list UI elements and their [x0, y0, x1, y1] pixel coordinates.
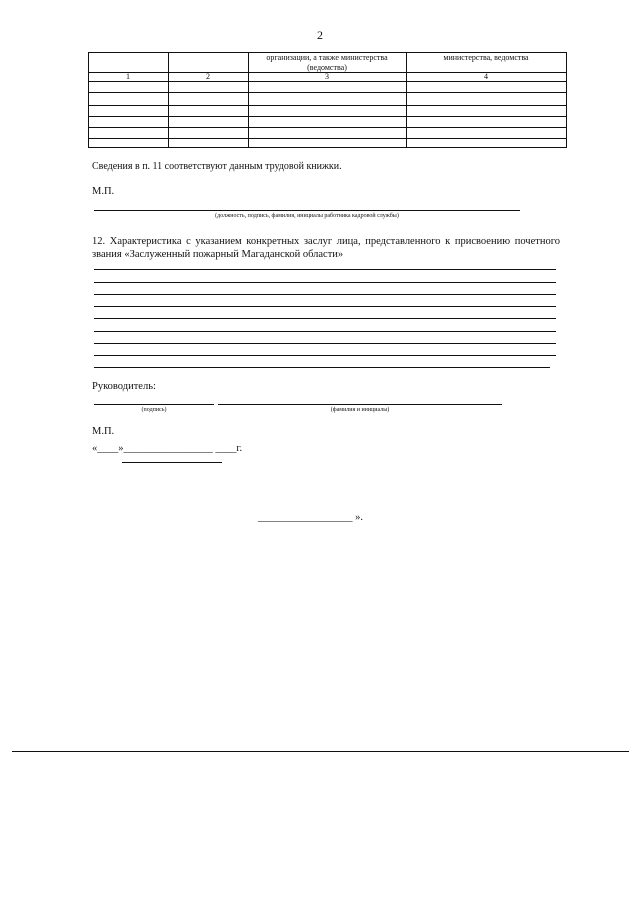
table-col-number-4: 4 — [484, 72, 488, 81]
write-line — [94, 343, 556, 344]
table-header-col4: министерства, ведомства — [443, 53, 529, 62]
table-col-number-2: 2 — [206, 72, 210, 81]
write-line — [94, 306, 556, 307]
page-number: 2 — [317, 28, 323, 42]
hr-signature-line — [94, 210, 520, 211]
head-label: Руководитель: — [92, 381, 156, 392]
write-line — [94, 331, 556, 332]
hr-signature-caption: (должность, подпись, фамилия, инициалы работника кадровой службы) — [215, 213, 399, 219]
write-line — [94, 282, 556, 283]
write-line — [94, 294, 556, 295]
table-col-number-1: 1 — [126, 72, 130, 81]
stamp-place-1: М.П. — [92, 186, 115, 197]
write-line — [94, 318, 556, 319]
page-bottom-rule — [12, 751, 629, 752]
write-line — [94, 355, 556, 356]
table-header-col3: организации, а также министерства (ведомства) — [266, 53, 388, 72]
head-name-caption: (фамилия и инициалы) — [330, 407, 390, 413]
head-signature-caption: (подпись) — [141, 407, 167, 413]
date-field: «____»_________________ ____г. — [92, 443, 243, 454]
table-col-number-3: 3 — [325, 72, 329, 81]
write-line — [94, 367, 550, 368]
date-underline — [122, 462, 222, 463]
employment-table — [88, 52, 567, 148]
section-12-heading: 12. Характеристика с указанием конкретных заслуг лица, представленного к присвоению почетного звания «Заслуженный пожарный Магаданской области» — [92, 236, 560, 260]
head-signature-line — [94, 404, 214, 405]
closing-line: __________________ ». — [258, 512, 363, 523]
stamp-place-2: М.П. — [92, 426, 115, 437]
employment-note: Сведения в п. 11 соответствуют данным трудовой книжки. — [92, 161, 342, 172]
write-line — [94, 269, 556, 270]
head-name-line — [218, 404, 502, 405]
